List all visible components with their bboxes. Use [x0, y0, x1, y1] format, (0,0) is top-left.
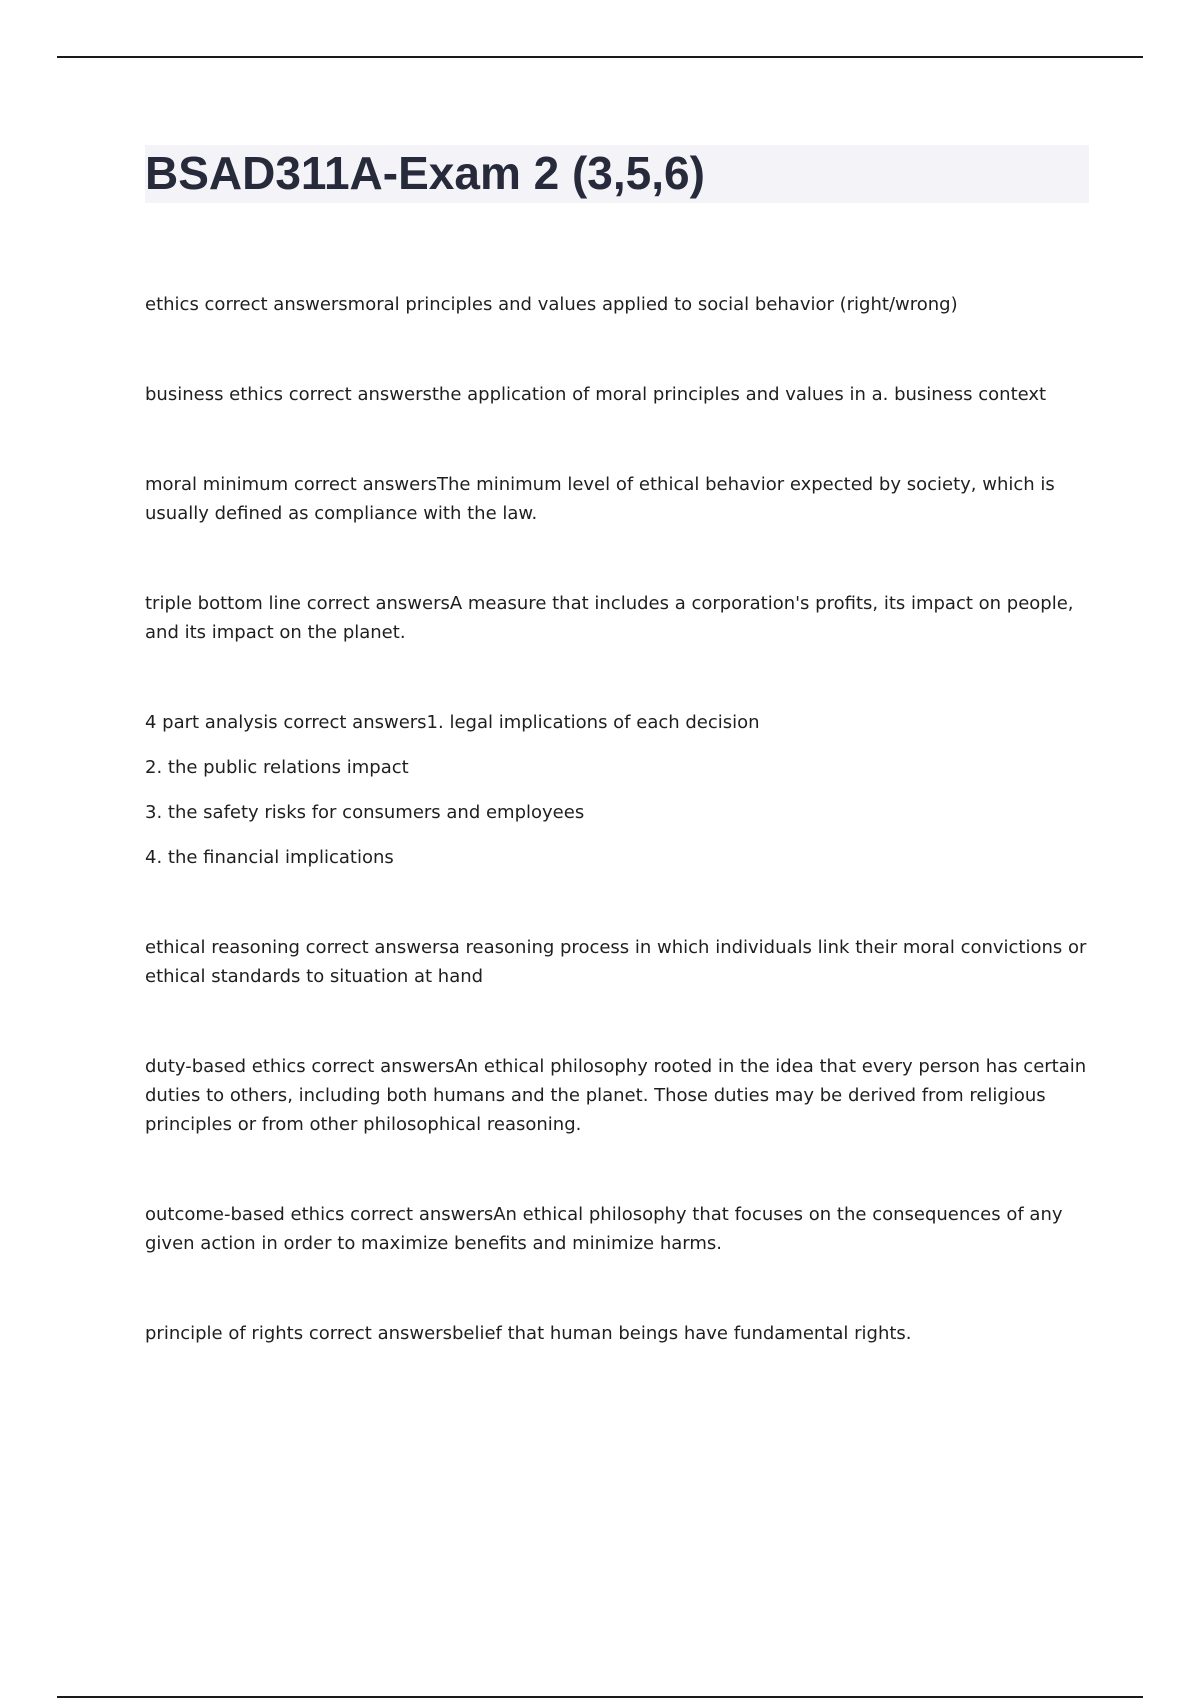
flashcard-entry: [145, 290, 1090, 319]
flashcard-text: ethical reasoning correct answersa reasoning process in which individuals link their moral convictions or ethical standards to situation at hand: [145, 937, 1087, 987]
footer-divider: [57, 1696, 1143, 1698]
flashcard-entry: [145, 1200, 1090, 1258]
flashcard-text: triple bottom line correct answersA measure that includes a corporation's profits, its impact on people, and its impact on the planet.: [145, 593, 1074, 643]
flashcard-list-item: 2. the public relations impact: [145, 757, 409, 778]
flashcard-text: business ethics correct answersthe application of moral principles and values in a. business context: [145, 384, 1047, 405]
flashcard-entry: [145, 1052, 1090, 1139]
flashcard-text: duty-based ethics correct answersAn ethical philosophy rooted in the idea that every person has certain duties to others, including both humans and the planet. Those duties may be derived from religious principles or from other philosophical reasoning.: [145, 1056, 1087, 1135]
header-divider: [57, 56, 1143, 58]
document-title: BSAD311A-Exam 2 (3,5,6): [145, 147, 705, 199]
flashcard-entry: [145, 1319, 1090, 1348]
flashcard-text: moral minimum correct answersThe minimum level of ethical behavior expected by society, which is usually defined as compliance with the law.: [145, 474, 1055, 524]
flashcard-text: 4 part analysis correct answers1. legal implications of each decision: [145, 712, 760, 733]
flashcard-entry: [145, 933, 1090, 991]
flashcard-list-item: 3. the safety risks for consumers and employees: [145, 802, 585, 823]
flashcard-entry: [145, 708, 1090, 872]
flashcard-list-item: 4. the financial implications: [145, 847, 394, 868]
flashcard-list: [145, 290, 1090, 1409]
flashcard-entry: [145, 470, 1090, 528]
flashcard-text: principle of rights correct answersbelief that human beings have fundamental rights.: [145, 1323, 912, 1344]
flashcard-entry: [145, 380, 1090, 409]
flashcard-entry: [145, 589, 1090, 647]
flashcard-text: ethics correct answersmoral principles and values applied to social behavior (right/wrong): [145, 294, 958, 315]
flashcard-text: outcome-based ethics correct answersAn ethical philosophy that focuses on the consequences of any given action in order to maximize benefits and minimize harms.: [145, 1204, 1063, 1254]
